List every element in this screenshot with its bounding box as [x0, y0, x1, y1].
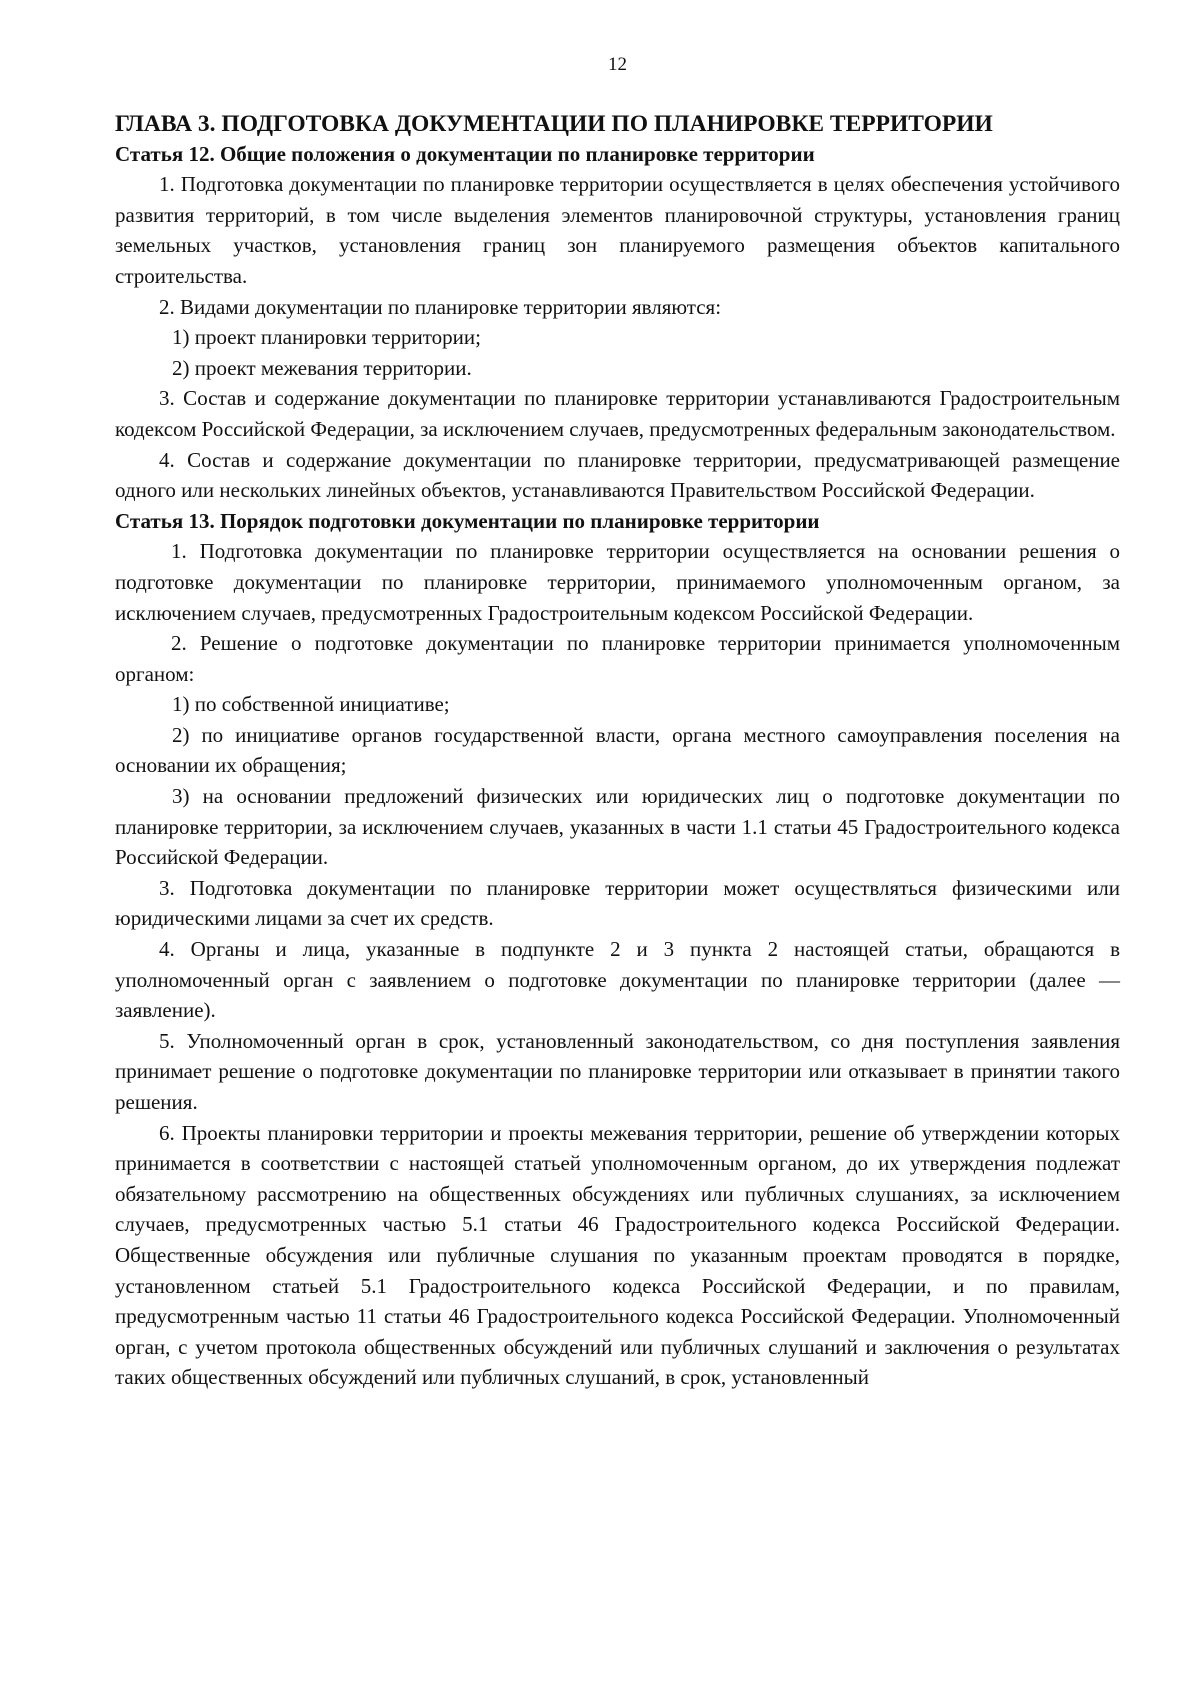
article-12-list-item-1: 1) проект планировки территории; [172, 325, 481, 350]
article-12-paragraph-2: 2. Видами документации по планировке территории являются: [159, 294, 722, 319]
article-13-paragraph-1: 1. Подготовка документации по планировке территории осуществляется на основании решения о подготовке документации по планировке территории, принимаемого уполномоченным органом, за исключением случаев, предусмотренных Градостроительным кодексом Российской Федерации. [115, 539, 1120, 625]
article-12-paragraph-1: 1. Подготовка документации по планировке территории осуществляется в целях обеспечения устойчивого развития территорий, в том числе выделения элементов планировочной структуры, установления границ земельных участков, установления границ зон планируемого размещения объектов капитального строительства. [115, 172, 1120, 288]
article-12-paragraph-3: 3. Состав и содержание документации по планировке территории устанавливаются Градостроительным кодексом Российской Федерации, за исключением случаев, предусмотренных федеральным законодательством. [115, 386, 1120, 441]
article-13-title: Статья 13. Порядок подготовки документации по планировке территории [115, 508, 820, 533]
article-12-title: Статья 12. Общие положения о документации по планировке территории [115, 141, 815, 166]
article-13-paragraph-6: 6. Проекты планировки территории и проекты межевания территории, решение об утверждении которых принимается в соответствии с настоящей статьей уполномоченным органом, до их утверждения подлежат обязательному рассмотрению на общественных обсуждениях или публичных слушаниях, за исключением случаев, предусмотренных частью 5.1 статьи 46 Градостроительного кодекса Российской Федерации. Общественные обсуждения или публичные слушания по указанным проектам проводятся в порядке, установленном статьей 5.1 Градостроительного кодекса Российской Федерации, и по правилам, предусмотренным частью 11 статьи 46 Градостроительного кодекса Российской Федерации. Уполномоченный орган, с учетом протокола общественных обсуждений или публичных слушаний и заключения о результатах таких общественных обсуждений или публичных слушаний, в срок, установленный [115, 1120, 1120, 1390]
article-12-paragraph-4: 4. Состав и содержание документации по планировке территории, предусматривающей размещение одного или нескольких линейных объектов, устанавливаются Правительством Российской Федерации. [115, 447, 1120, 503]
article-13-list-item-2: 2) по инициативе органов государственной власти, органа местного самоуправления поселения на основании их обращения; [115, 722, 1120, 778]
article-12-list-item-2: 2) проект межевания территории. [172, 355, 472, 380]
article-13-paragraph-3: 3. Подготовка документации по планировке территории может осуществляться физическими или юридическими лицами за счет их средств. [115, 875, 1120, 931]
chapter-title: ГЛАВА 3. ПОДГОТОВКА ДОКУМЕНТАЦИИ ПО ПЛАНИРОВКЕ ТЕРРИТОРИИ [115, 110, 993, 137]
document-page [115, 50, 1120, 1393]
page-number: 12 [608, 54, 627, 75]
article-13-list-item-3: 3) на основании предложений физических или юридических лиц о подготовке документации по планировке территории, за исключением случаев, указанных в части 1.1 статьи 45 Градостроительного кодекса Российской Федерации. [115, 784, 1120, 870]
article-13-paragraph-5: 5. Уполномоченный орган в срок, установленный законодательством, со дня поступления заявления принимает решение о подготовке документации по планировке территории или отказывает в принятии такого решения. [115, 1028, 1120, 1114]
article-13-paragraph-2: 2. Решение о подготовке документации по планировке территории принимается уполномоченным органом: [115, 631, 1120, 686]
article-13-list-item-1: 1) по собственной инициативе; [172, 692, 450, 717]
article-13-paragraph-4: 4. Органы и лица, указанные в подпункте 2 и 3 пункта 2 настоящей статьи, обращаются в уполномоченный орган с заявлением о подготовке документации по планировке территории (далее — заявление). [115, 937, 1120, 1023]
